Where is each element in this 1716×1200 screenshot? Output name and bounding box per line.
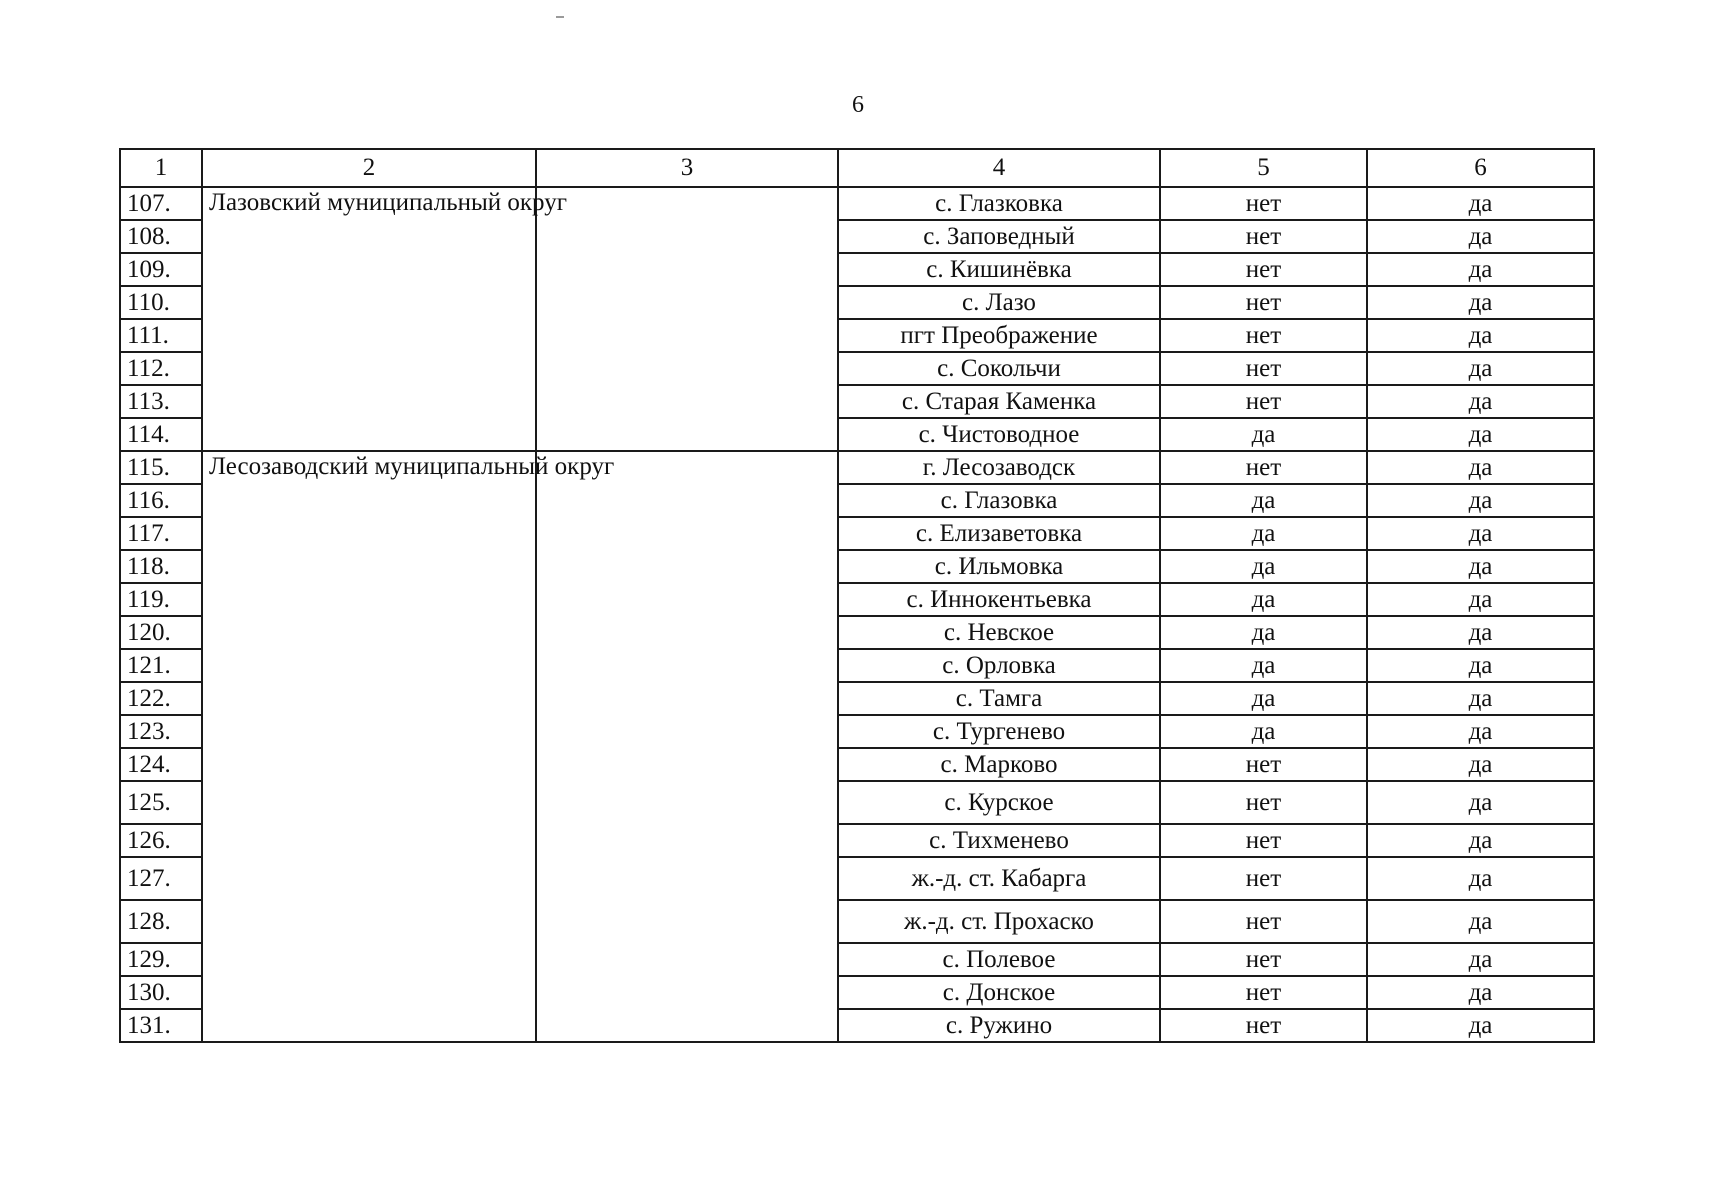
column-header-1: 1 <box>120 149 202 187</box>
row-number: 120. <box>120 616 202 649</box>
column-5-value: нет <box>1160 900 1367 943</box>
district-name: Лесозаводский муниципальный округ <box>202 451 536 1042</box>
column-5-value: нет <box>1160 451 1367 484</box>
row-number: 125. <box>120 781 202 824</box>
column-5-value: да <box>1160 715 1367 748</box>
settlement-name: с. Полевое <box>838 943 1160 976</box>
column-6-value: да <box>1367 682 1594 715</box>
column-6-value: да <box>1367 976 1594 1009</box>
column-6-value: да <box>1367 649 1594 682</box>
row-number: 116. <box>120 484 202 517</box>
settlement-name: с. Тихменево <box>838 824 1160 857</box>
settlement-name: с. Орловка <box>838 649 1160 682</box>
row-number: 123. <box>120 715 202 748</box>
column-6-value: да <box>1367 352 1594 385</box>
row-number: 129. <box>120 943 202 976</box>
settlement-name: с. Тургенево <box>838 715 1160 748</box>
settlement-name: с. Лазо <box>838 286 1160 319</box>
column-6-value: да <box>1367 418 1594 451</box>
column-6-value: да <box>1367 900 1594 943</box>
row-number: 107. <box>120 187 202 220</box>
row-number: 112. <box>120 352 202 385</box>
column-5-value: нет <box>1160 857 1367 900</box>
table-body <box>120 187 1594 1042</box>
column-5-value: да <box>1160 550 1367 583</box>
settlement-name: ж.-д. ст. Кабарга <box>838 857 1160 900</box>
settlement-name: с. Невское <box>838 616 1160 649</box>
page-number: 6 <box>852 92 864 118</box>
table-row <box>120 451 1594 484</box>
column-6-value: да <box>1367 616 1594 649</box>
row-number: 131. <box>120 1009 202 1042</box>
settlement-name: г. Лесозаводск <box>838 451 1160 484</box>
column-5-value: нет <box>1160 187 1367 220</box>
settlement-name: с. Марково <box>838 748 1160 781</box>
row-number: 111. <box>120 319 202 352</box>
column-6-value: да <box>1367 451 1594 484</box>
column-header-5: 5 <box>1160 149 1367 187</box>
row-number: 121. <box>120 649 202 682</box>
column-6-value: да <box>1367 943 1594 976</box>
settlement-name: с. Иннокентьевка <box>838 583 1160 616</box>
settlement-name: с. Сокольчи <box>838 352 1160 385</box>
settlement-name: с. Донское <box>838 976 1160 1009</box>
settlement-name: с. Глазковка <box>838 187 1160 220</box>
column-6-value: да <box>1367 286 1594 319</box>
column-5-value: нет <box>1160 976 1367 1009</box>
column-6-value: да <box>1367 857 1594 900</box>
row-number: 119. <box>120 583 202 616</box>
column-5-value: нет <box>1160 286 1367 319</box>
settlement-name: ж.-д. ст. Прохаско <box>838 900 1160 943</box>
column-5-value: да <box>1160 583 1367 616</box>
settlement-name: с. Ильмовка <box>838 550 1160 583</box>
column-5-value: нет <box>1160 319 1367 352</box>
row-number: 128. <box>120 900 202 943</box>
column-5-value: нет <box>1160 1009 1367 1042</box>
column-5-value: нет <box>1160 385 1367 418</box>
row-number: 114. <box>120 418 202 451</box>
row-number: 126. <box>120 824 202 857</box>
column-5-value: нет <box>1160 253 1367 286</box>
settlement-name: с. Старая Каменка <box>838 385 1160 418</box>
column-6-value: да <box>1367 319 1594 352</box>
row-number: 113. <box>120 385 202 418</box>
settlement-name: с. Курское <box>838 781 1160 824</box>
column-5-value: нет <box>1160 824 1367 857</box>
column-6-value: да <box>1367 550 1594 583</box>
row-number: 124. <box>120 748 202 781</box>
column-5-value: да <box>1160 682 1367 715</box>
column-3-cell <box>536 187 838 451</box>
column-6-value: да <box>1367 583 1594 616</box>
row-number: 127. <box>120 857 202 900</box>
row-number: 118. <box>120 550 202 583</box>
column-5-value: да <box>1160 517 1367 550</box>
row-number: 122. <box>120 682 202 715</box>
column-6-value: да <box>1367 517 1594 550</box>
row-number: 110. <box>120 286 202 319</box>
column-5-value: да <box>1160 484 1367 517</box>
column-6-value: да <box>1367 187 1594 220</box>
column-6-value: да <box>1367 748 1594 781</box>
column-6-value: да <box>1367 1009 1594 1042</box>
row-number: 117. <box>120 517 202 550</box>
column-6-value: да <box>1367 385 1594 418</box>
column-5-value: нет <box>1160 352 1367 385</box>
column-header-2: 2 <box>202 149 536 187</box>
settlements-table <box>119 148 1595 1043</box>
column-header-4: 4 <box>838 149 1160 187</box>
row-number: 130. <box>120 976 202 1009</box>
row-number: 109. <box>120 253 202 286</box>
column-6-value: да <box>1367 220 1594 253</box>
column-6-value: да <box>1367 781 1594 824</box>
table-row <box>120 187 1594 220</box>
settlement-name: с. Заповедный <box>838 220 1160 253</box>
column-5-value: нет <box>1160 943 1367 976</box>
settlement-name: пгт Преображение <box>838 319 1160 352</box>
settlement-name: с. Глазовка <box>838 484 1160 517</box>
settlement-name: с. Чистоводное <box>838 418 1160 451</box>
column-5-value: нет <box>1160 748 1367 781</box>
settlement-name: с. Тамга <box>838 682 1160 715</box>
column-5-value: да <box>1160 616 1367 649</box>
column-5-value: нет <box>1160 220 1367 253</box>
column-5-value: нет <box>1160 781 1367 824</box>
column-header-3: 3 <box>536 149 838 187</box>
row-number: 108. <box>120 220 202 253</box>
settlement-name: с. Елизаветовка <box>838 517 1160 550</box>
settlement-name: с. Кишинёвка <box>838 253 1160 286</box>
scan-artifact <box>556 16 564 18</box>
column-3-cell <box>536 451 838 1042</box>
settlement-name: с. Ружино <box>838 1009 1160 1042</box>
column-6-value: да <box>1367 715 1594 748</box>
column-6-value: да <box>1367 824 1594 857</box>
column-5-value: да <box>1160 418 1367 451</box>
column-header-6: 6 <box>1367 149 1594 187</box>
column-6-value: да <box>1367 484 1594 517</box>
district-name: Лазовский муниципальный округ <box>202 187 536 451</box>
column-5-value: да <box>1160 649 1367 682</box>
header-row <box>120 149 1594 187</box>
column-6-value: да <box>1367 253 1594 286</box>
row-number: 115. <box>120 451 202 484</box>
